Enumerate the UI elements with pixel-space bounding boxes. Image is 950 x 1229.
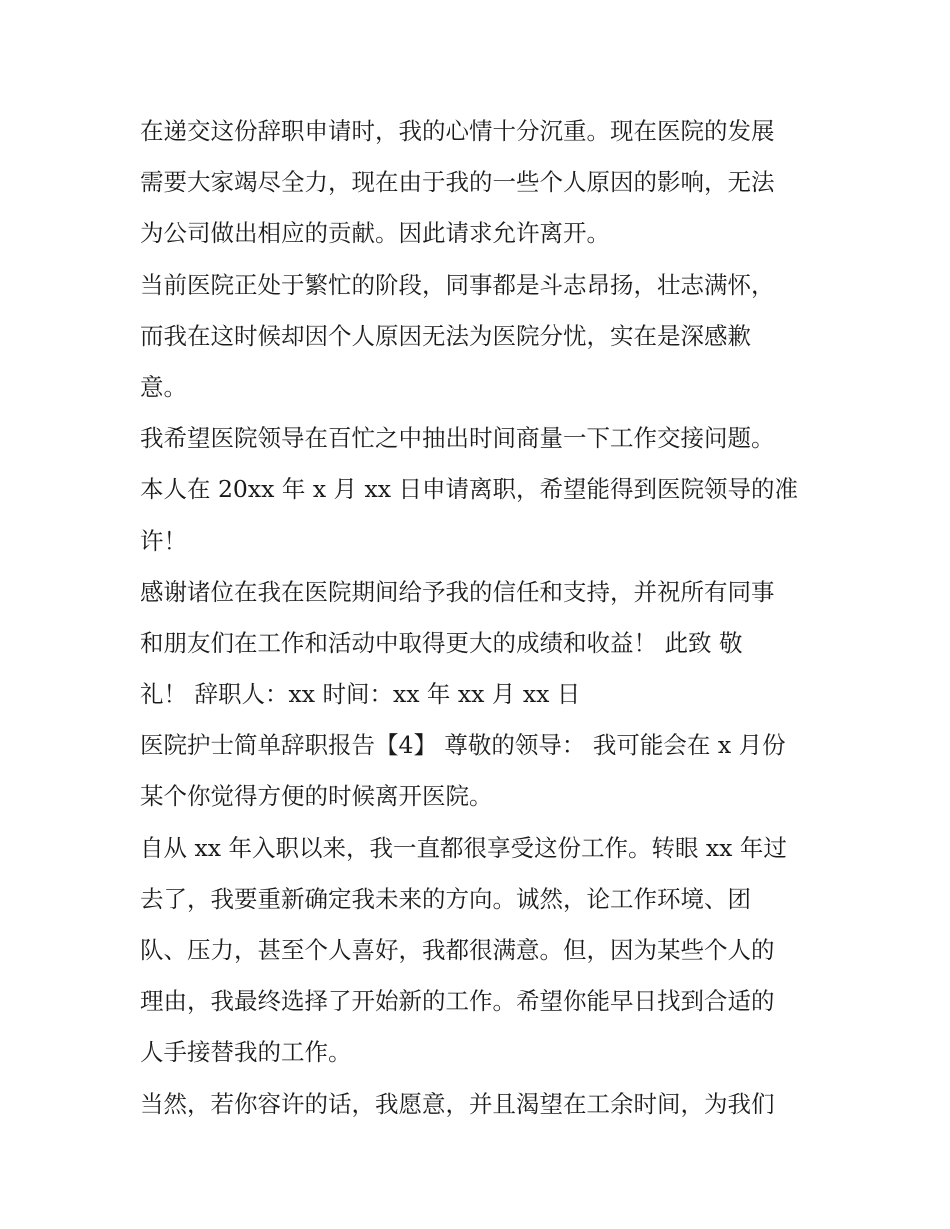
text-line: 而我在这时候却因个人原因无法为医院分忧，实在是深感歉 — [140, 321, 751, 350]
text-line: 感谢诸位在我在医院期间给予我的信任和支持，并祝所有同事 — [140, 577, 775, 606]
text-line: 许！ — [140, 526, 187, 555]
text-line: 当前医院正处于繁忙的阶段，同事都是斗志昂扬，壮志满怀， — [140, 270, 775, 299]
document-body — [140, 106, 820, 1130]
text-line: 理由，我最终选择了开始新的工作。希望你能早日找到合适的 — [140, 987, 775, 1016]
text-line: 自从 xx 年入职以来，我一直都很享受这份工作。转眼 xx 年过 — [140, 833, 787, 862]
text-line: 礼！ 辞职人：xx 时间：xx 年 xx 月 xx 日 — [140, 680, 581, 709]
text-line: 意。 — [140, 372, 187, 401]
text-line: 需要大家竭尽全力，现在由于我的一些个人原因的影响，无法 — [140, 168, 775, 197]
text-line: 在递交这份辞职申请时，我的心情十分沉重。现在医院的发展 — [140, 117, 775, 145]
text-line: 我希望医院领导在百忙之中抽出时间商量一下工作交接问题。 — [140, 424, 775, 453]
text-line: 为公司做出相应的贡献。因此请求允许离开。 — [140, 219, 610, 248]
text-line: 当然，若你容许的话，我愿意，并且渴望在工余时间，为我们 — [140, 1089, 775, 1118]
text-line: 队、压力，甚至个人喜好，我都很满意。但，因为某些个人的 — [140, 936, 775, 964]
text-line: 某个你觉得方便的时候离开医院。 — [140, 782, 493, 811]
text-line: 本人在 20xx 年 x 月 xx 日申请离职，希望能得到医院领导的准 — [140, 475, 798, 504]
text-line: 去了，我要重新确定我未来的方向。诚然，论工作环境、团 — [140, 884, 751, 913]
text-line: 人手接替我的工作。 — [140, 1038, 352, 1067]
text-line: 医院护士简单辞职报告【4】 尊敬的领导： 我可能会在 x 月份 — [140, 731, 786, 760]
text-line: 和朋友们在工作和活动中取得更大的成绩和收益！ 此致 敬 — [140, 628, 743, 657]
